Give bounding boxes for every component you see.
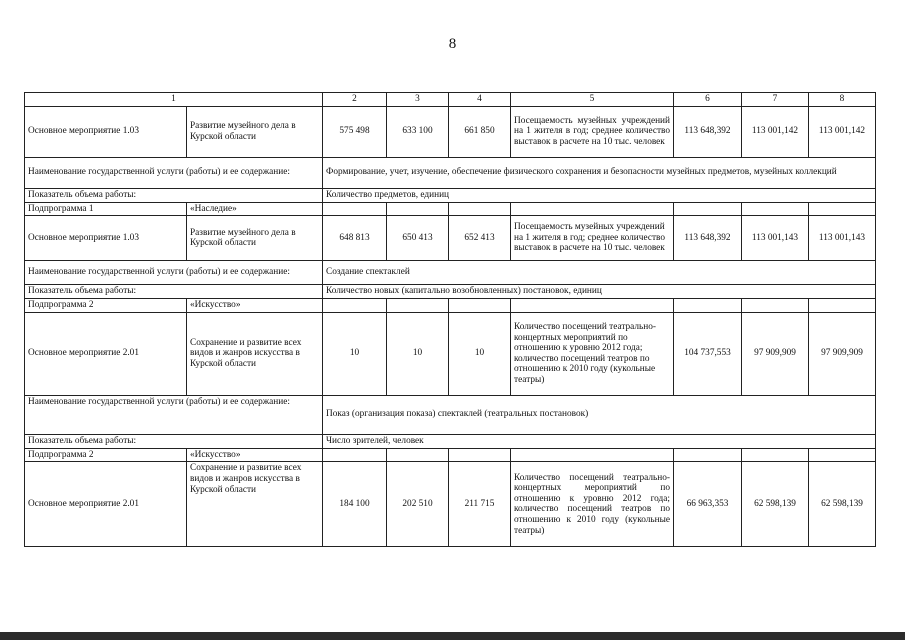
table-row [25, 434, 876, 448]
header-col-3: 3 [387, 93, 449, 107]
service-label: Наименование государственной услуги (работы) и ее содержание: [25, 157, 323, 188]
value-cell: 650 413 [387, 216, 449, 261]
subprogram-label: Подпрограмма 2 [25, 299, 187, 313]
subprogram-value: «Наследие» [187, 202, 323, 216]
value-cell: 62 598,139 [742, 462, 809, 547]
table-row [25, 299, 876, 313]
service-value: Создание спектаклей [323, 261, 876, 285]
header-col-5: 5 [511, 93, 674, 107]
value-cell: 113 001,143 [809, 216, 876, 261]
value-cell: 97 909,909 [742, 312, 809, 395]
table-row [25, 157, 876, 188]
value-cell: 10 [387, 312, 449, 395]
value-cell: 104 737,553 [674, 312, 742, 395]
value-cell: 97 909,909 [809, 312, 876, 395]
event-name-cell: Сохранение и развитие всех видов и жанров искусства в Курской области [187, 462, 323, 547]
value-cell: 10 [323, 312, 387, 395]
table-row [25, 462, 876, 547]
event-name-cell: Сохранение и развитие всех видов и жанров искусства в Курской области [187, 312, 323, 395]
subprogram-label: Подпрограмма 1 [25, 202, 187, 216]
value-cell: 184 100 [323, 462, 387, 547]
event-cell: Основное мероприятие 1.03 [25, 106, 187, 157]
scan-edge [0, 632, 905, 640]
value-cell: 211 715 [449, 462, 511, 547]
service-value: Формирование, учет, изучение, обеспечение физического сохранения и безопасности музейных предметов, музейных коллекций [323, 157, 876, 188]
table-row [25, 448, 876, 462]
state-task-table [24, 92, 876, 547]
volume-value: Число зрителей, человек [323, 434, 876, 448]
volume-label: Показатель объема работы: [25, 434, 323, 448]
value-cell: 66 963,353 [674, 462, 742, 547]
table-row [25, 216, 876, 261]
value-cell: 661 850 [449, 106, 511, 157]
indicator-cell: Посещаемость музейных учреждений на 1 жителя в год; среднее количество выставок в расчете на 10 тыс. человек [511, 216, 674, 261]
value-cell: 575 498 [323, 106, 387, 157]
table-row [25, 395, 876, 434]
value-cell: 10 [449, 312, 511, 395]
header-col-6: 6 [674, 93, 742, 107]
indicator-cell: Посещаемость музейных учреждений на 1 жителя в год; среднее количество выставок в расчете на 10 тыс. человек [511, 106, 674, 157]
value-cell: 113 001,142 [809, 106, 876, 157]
value-cell: 113 001,143 [742, 216, 809, 261]
subprogram-value: «Искусство» [187, 448, 323, 462]
volume-label: Показатель объема работы: [25, 188, 323, 202]
value-cell: 62 598,139 [809, 462, 876, 547]
value-cell: 113 001,142 [742, 106, 809, 157]
service-label: Наименование государственной услуги (работы) и ее содержание: [25, 395, 323, 434]
header-row [25, 93, 876, 107]
event-cell: Основное мероприятие 2.01 [25, 312, 187, 395]
value-cell: 113 648,392 [674, 216, 742, 261]
subprogram-label: Подпрограмма 2 [25, 448, 187, 462]
event-cell: Основное мероприятие 2.01 [25, 462, 187, 547]
page-number: 8 [448, 36, 457, 52]
service-label: Наименование государственной услуги (работы) и ее содержание: [25, 261, 323, 285]
volume-value: Количество новых (капитально возобновленных) постановок, единиц [323, 285, 876, 299]
header-col-8: 8 [809, 93, 876, 107]
table-row [25, 202, 876, 216]
table-row [25, 285, 876, 299]
subprogram-value: «Искусство» [187, 299, 323, 313]
service-value: Показ (организация показа) спектаклей (театральных постановок) [323, 395, 876, 434]
volume-value: Количество предметов, единиц [323, 188, 876, 202]
event-name-cell: Развитие музейного дела в Курской области [187, 106, 323, 157]
header-col-1: 1 [25, 93, 323, 107]
indicator-cell: Количество посещений театрально-концертных мероприятий по отношению к уровню 2012 года; количество посещений театров по отношению к 2010 году (кукольные театры) [511, 462, 674, 547]
value-cell: 652 413 [449, 216, 511, 261]
header-col-7: 7 [742, 93, 809, 107]
value-cell: 113 648,392 [674, 106, 742, 157]
table-row [25, 312, 876, 395]
value-cell: 648 813 [323, 216, 387, 261]
table-row [25, 106, 876, 157]
volume-label: Показатель объема работы: [25, 285, 323, 299]
table-row [25, 188, 876, 202]
header-col-4: 4 [449, 93, 511, 107]
header-col-2: 2 [323, 93, 387, 107]
event-cell: Основное мероприятие 1.03 [25, 216, 187, 261]
table-row [25, 261, 876, 285]
value-cell: 633 100 [387, 106, 449, 157]
event-name-cell: Развитие музейного дела в Курской области [187, 216, 323, 261]
value-cell: 202 510 [387, 462, 449, 547]
indicator-cell: Количество посещений театрально-концертных мероприятий по отношению к уровню 2012 года; количество посещений театров по отношению к 2010 году (кукольные театры) [511, 312, 674, 395]
